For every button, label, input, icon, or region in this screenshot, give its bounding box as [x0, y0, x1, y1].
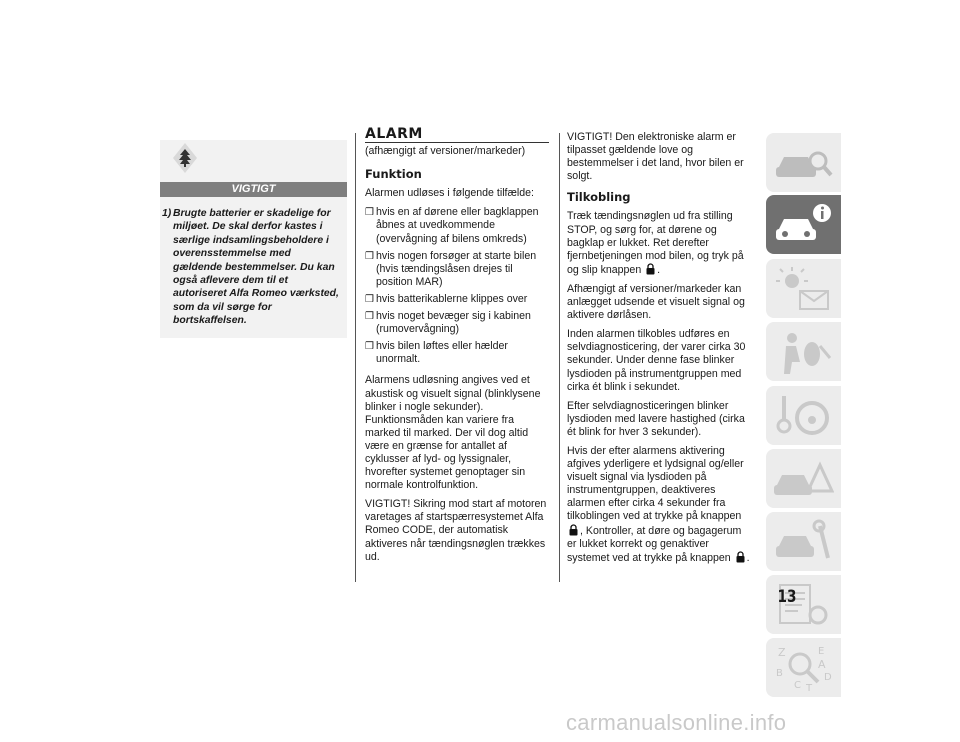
alarm-paragraph: VIGTIGT! Sikring mod start af motoren varetages af startspærresystemet Alfa Romeo CODE, der automatisk aktiveres når tændingsnøglen trækkes ud.: [365, 498, 547, 563]
lock-button-icon: [736, 551, 745, 563]
checkbox-bullet-icon: ❒: [365, 341, 374, 353]
index-letter: T: [806, 683, 813, 692]
tree-warning-icon: [173, 143, 197, 173]
important-paragraph: VIGTIGT! Den elektroniske alarm er tilpasset gældende love og bestemmelser i det land, hvor bilen er solgt.: [567, 131, 744, 183]
tilkobling-paragraph: Inden alarmen tilkobles udføres en selvdiagnosticering, der varer cirka 30 sekunder. Under denne fase blinker lysdioden på instrumentgruppen med cirka ét blink i sekundet.: [567, 328, 746, 393]
sidebar-tab-airbag-person[interactable]: [766, 322, 841, 381]
car-warning-triangle-icon: [774, 455, 834, 503]
alarm-column: [365, 128, 549, 570]
tilkobling-column: [567, 131, 751, 571]
car-wrench-icon: [774, 518, 834, 566]
index-letter: A: [818, 658, 826, 671]
alphabet-magnifier-icon: [774, 644, 834, 692]
list-item: ❒ hvis nogen forsøger at starte bilen (hvis tændingslåsen drejes til position MAR): [365, 249, 537, 288]
sidebar-tab-car-info[interactable]: [766, 195, 841, 254]
checkbox-bullet-icon: ❒: [365, 293, 374, 305]
tilkobling-paragraph: Efter selvdiagnosticeringen blinker lysdioden med lavere hastighed (cirka ét blink for hver 3 sekunder).: [567, 399, 745, 438]
key-steering-wheel-icon: [774, 392, 834, 440]
car-info-icon: [774, 201, 834, 249]
note-number: 1): [162, 208, 172, 219]
checkbox-bullet-icon: ❒: [365, 207, 374, 219]
lock-button-icon: [646, 263, 655, 275]
alarm-intro: Alarmen udløses i følgende tilfælde:: [365, 187, 534, 200]
checkbox-bullet-icon: ❒: [365, 311, 374, 323]
sidebar-tab-car-magnifier[interactable]: [766, 133, 841, 192]
list-item: ❒ hvis bilen løftes eller hælder unormalt.: [365, 340, 508, 366]
index-letter: C: [794, 680, 801, 691]
watermark-text: carmanualsonline.info: [566, 710, 787, 735]
sidebar-tab-key-steering[interactable]: [766, 386, 841, 445]
page-number: 13: [777, 587, 797, 607]
tilkobling-paragraph: Afhængigt af versioner/markeder kan anlægget udsende et visuelt signal og aktivere dørlåsen.: [567, 282, 745, 322]
car-magnifier-icon: [774, 139, 834, 187]
column-divider: [559, 133, 560, 582]
list-item: ❒ hvis en af dørene eller bagklappen åbnes at uvedkommende (overvågning af bilens omkreds): [365, 206, 539, 245]
alarm-paragraph: Alarmens udløsning angives ved et akustisk og visuelt signal (blinklysene blinker i nogle sekunder). Funktionsmåden kan variere fra marked til marked. Der vil dog altid være en grænse for antallet af cyklusser af lyd- og lyssignaler, hvorefter systemet genoptager sin normale kontrolfunktion.: [365, 374, 541, 492]
alarm-title: ALARM: [365, 128, 549, 143]
warning-note: [160, 207, 342, 328]
sidebar-tab-light-envelope[interactable]: [766, 259, 841, 318]
tilkobling-paragraph: Hvis der efter alarmens aktivering afgives yderligere et lydsignal og/eller visuelt signal via lysdioden på instrumentgruppen, deaktiveres alarmen efter cirka 4 sekunder fra tilkoblingen ved at trykke på knappen , Kontroller, at døre og bagagerum er lukket korrekt og genaktiver systemet ved at trykke på knappen .: [567, 444, 750, 564]
index-letter: D: [824, 672, 832, 683]
light-envelope-icon: [774, 265, 834, 313]
column-divider: [355, 133, 356, 582]
funktion-heading: Funktion: [365, 167, 422, 182]
sidebar-tab-alphabet-index[interactable]: [766, 638, 841, 697]
airbag-person-icon: [774, 328, 834, 376]
lock-button-icon: [569, 524, 578, 536]
sidebar-tab-car-wrench[interactable]: [766, 512, 841, 571]
tilkobling-paragraph: Træk tændingsnøglen ud fra stilling STOP, og sørg for, at dørene og bagklap er lukket. Ret derefter fjernbetjeningen mod bilen, og tryk på og slip knappen .: [567, 210, 744, 276]
checkbox-bullet-icon: ❒: [365, 250, 374, 262]
index-letter: Z: [778, 646, 786, 659]
watermark-footer: [0, 707, 960, 742]
note-text: Brugte batterier er skadelige for miljøet. De skal derfor kastes i særlige indsamlingsbeholdere i overensstemmelse med gældende bestemmelser. Du kan også aflevere dem til et autoriseret Alfa Romeo værksted, som da vil sørge for bortskaffelsen.: [173, 208, 339, 327]
list-item: ❒ hvis batterikablerne klippes over: [365, 292, 528, 305]
sidebar-tab-car-warning[interactable]: [766, 449, 841, 508]
index-letter: B: [776, 668, 783, 679]
warning-header: VIGTIGT: [160, 182, 347, 197]
alarm-subtitle: (afhængigt af versioner/markeder): [365, 145, 526, 158]
index-letter: E: [818, 646, 825, 657]
list-item: ❒ hvis noget bevæger sig i kabinen (rumovervågning): [365, 310, 531, 336]
tilkobling-heading: Tilkobling: [567, 190, 631, 205]
